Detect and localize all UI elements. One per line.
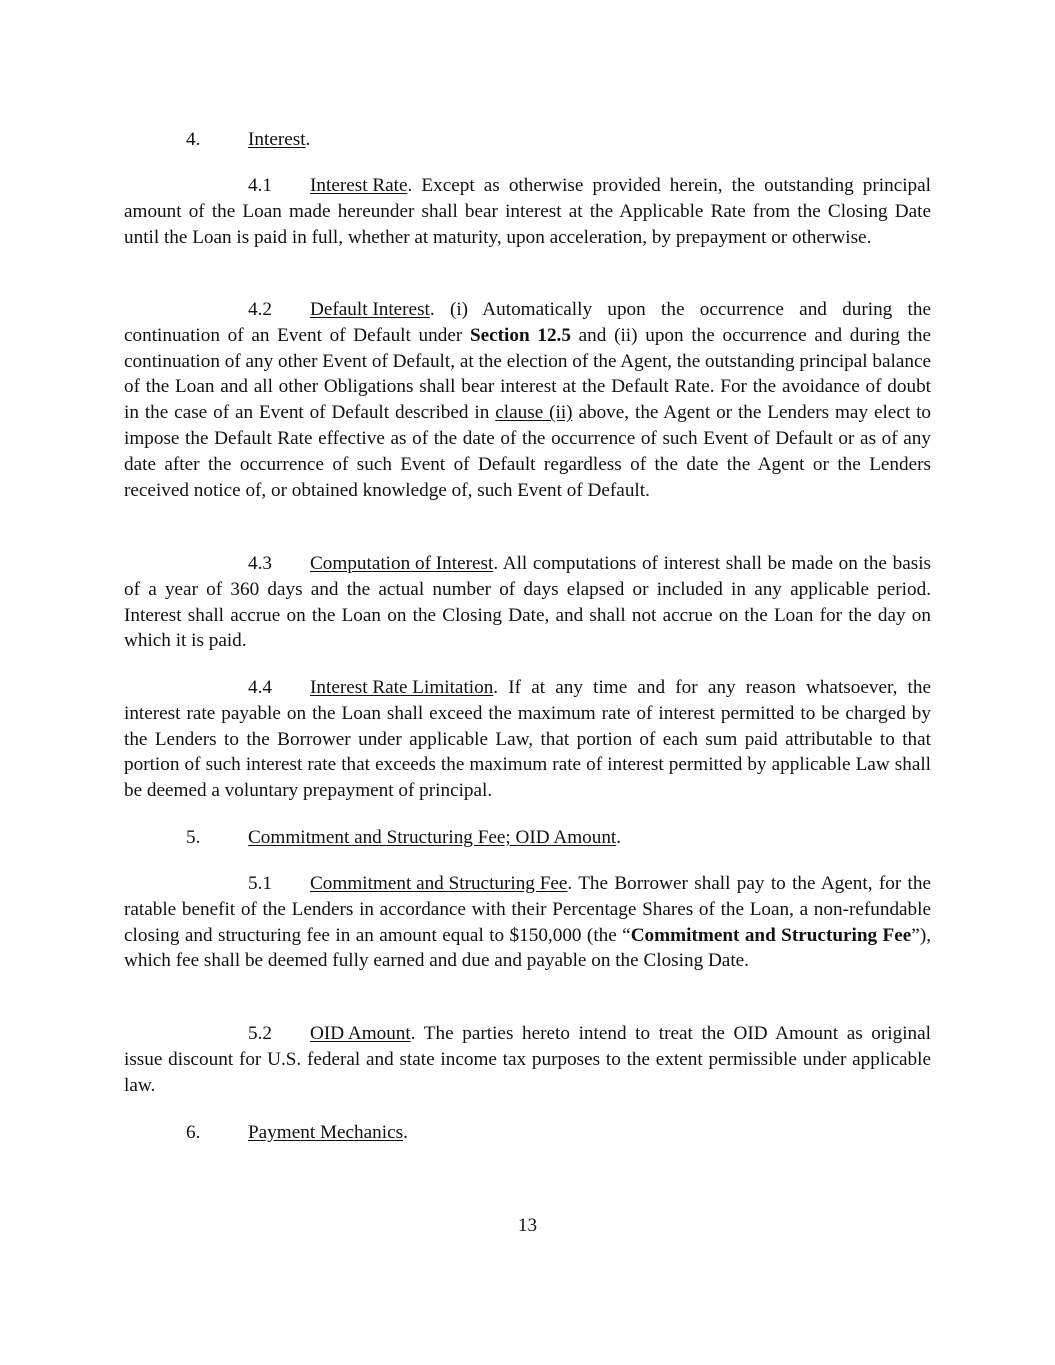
- paragraph-number: 5.2: [248, 1023, 272, 1044]
- paragraph-title: Interest Rate: [310, 175, 408, 196]
- clause-reference: clause (ii): [495, 402, 573, 424]
- defined-term: Commitment and Structuring Fee: [630, 924, 912, 946]
- paragraph-number: 4.1: [248, 175, 272, 196]
- section-title: Commitment and Structuring Fee; OID Amount: [248, 827, 617, 848]
- section-title: Payment Mechanics: [248, 1122, 404, 1143]
- section-reference: Section 12.5: [469, 324, 571, 346]
- paragraph-5-1: 5.1 Commitment and Structuring Fee. The Borrower shall pay to the Agent, for the ratable benefit of the Lenders in accordance with their Percentage Shares of the Loan, a non-refundable closing and structuring fee in an amount equal to $150,000 (the “Commitment and Structuring Fee”), which fee shall be deemed fully earned and due and payable on the Closing Date.: [124, 873, 931, 972]
- section-number: 4.: [186, 129, 201, 150]
- paragraph-4-4: 4.4 Interest Rate Limitation. If at any time and for any reason whatsoever, the interest rate payable on the Loan shall exceed the maximum rate of interest permitted to be charged by the Lenders to the Borrower under applicable Law, that portion of each sum paid attributable to that portion of such interest rate that exceeds the maximum rate of interest permitted by applicable Law shall be deemed a voluntary prepayment of principal.: [124, 677, 931, 802]
- paragraph-number: 5.1: [248, 873, 272, 894]
- section-title-wrap: Payment Mechanics.: [248, 1122, 408, 1143]
- section-number: 5.: [186, 827, 201, 848]
- section-6-heading: [124, 1120, 931, 1146]
- paragraph-title: Computation of Interest: [310, 553, 494, 574]
- paragraph-title: Commitment and Structuring Fee: [310, 873, 568, 894]
- paragraph-title: OID Amount: [310, 1023, 411, 1044]
- section-5-heading: [124, 825, 931, 851]
- paragraph-4-3: 4.3 Computation of Interest. All computations of interest shall be made on the basis of a year of 360 days and the actual number of days elapsed or included in any applicable period. Interest shall accrue on the Loan on the Closing Date, and shall not accrue on the Loan for the day on which it is paid.: [124, 553, 931, 652]
- page-number: 13: [517, 1215, 538, 1236]
- section-title-wrap: Commitment and Structuring Fee; OID Amount.: [248, 827, 622, 848]
- paragraph-title: Interest Rate Limitation: [310, 677, 494, 698]
- paragraph-number: 4.4: [248, 677, 272, 698]
- paragraph-number: 4.2: [248, 299, 272, 320]
- section-title: Interest: [248, 129, 306, 150]
- paragraph-5-2: 5.2 OID Amount. The parties hereto intend to treat the OID Amount as original issue discount for U.S. federal and state income tax purposes to the extent permissible under applicable law.: [124, 1023, 931, 1096]
- paragraph-number: 4.3: [248, 553, 272, 574]
- section-4-heading: [124, 127, 931, 153]
- paragraph-4-1: 4.1 Interest Rate. Except as otherwise provided herein, the outstanding principal amount of the Loan made hereunder shall bear interest at the Applicable Rate from the Closing Date until the Loan is paid in full, whether at maturity, upon acceleration, by prepayment or otherwise.: [124, 175, 931, 248]
- section-title-wrap: Interest.: [248, 129, 311, 150]
- paragraph-title: Default Interest: [310, 299, 430, 320]
- paragraph-4-2: 4.2 Default Interest. (i) Automatically upon the occurrence and during the continuation of an Event of Default under Section 12.5 and (ii) upon the occurrence and during the continuation of any other Event of Default, at the election of the Agent, the outstanding principal balance of the Loan and all other Obligations shall bear interest at the Default Rate. For the avoidance of doubt in the case of an Event of Default described in clause (ii) above, the Agent or the Lenders may elect to impose the Default Rate effective as of the date of the occurrence of such Event of Default or as of any date after the occurrence of such Event of Default regardless of the date the Agent or the Lenders received notice of, or obtained knowledge of, such Event of Default.: [124, 299, 931, 501]
- section-number: 6.: [186, 1122, 201, 1143]
